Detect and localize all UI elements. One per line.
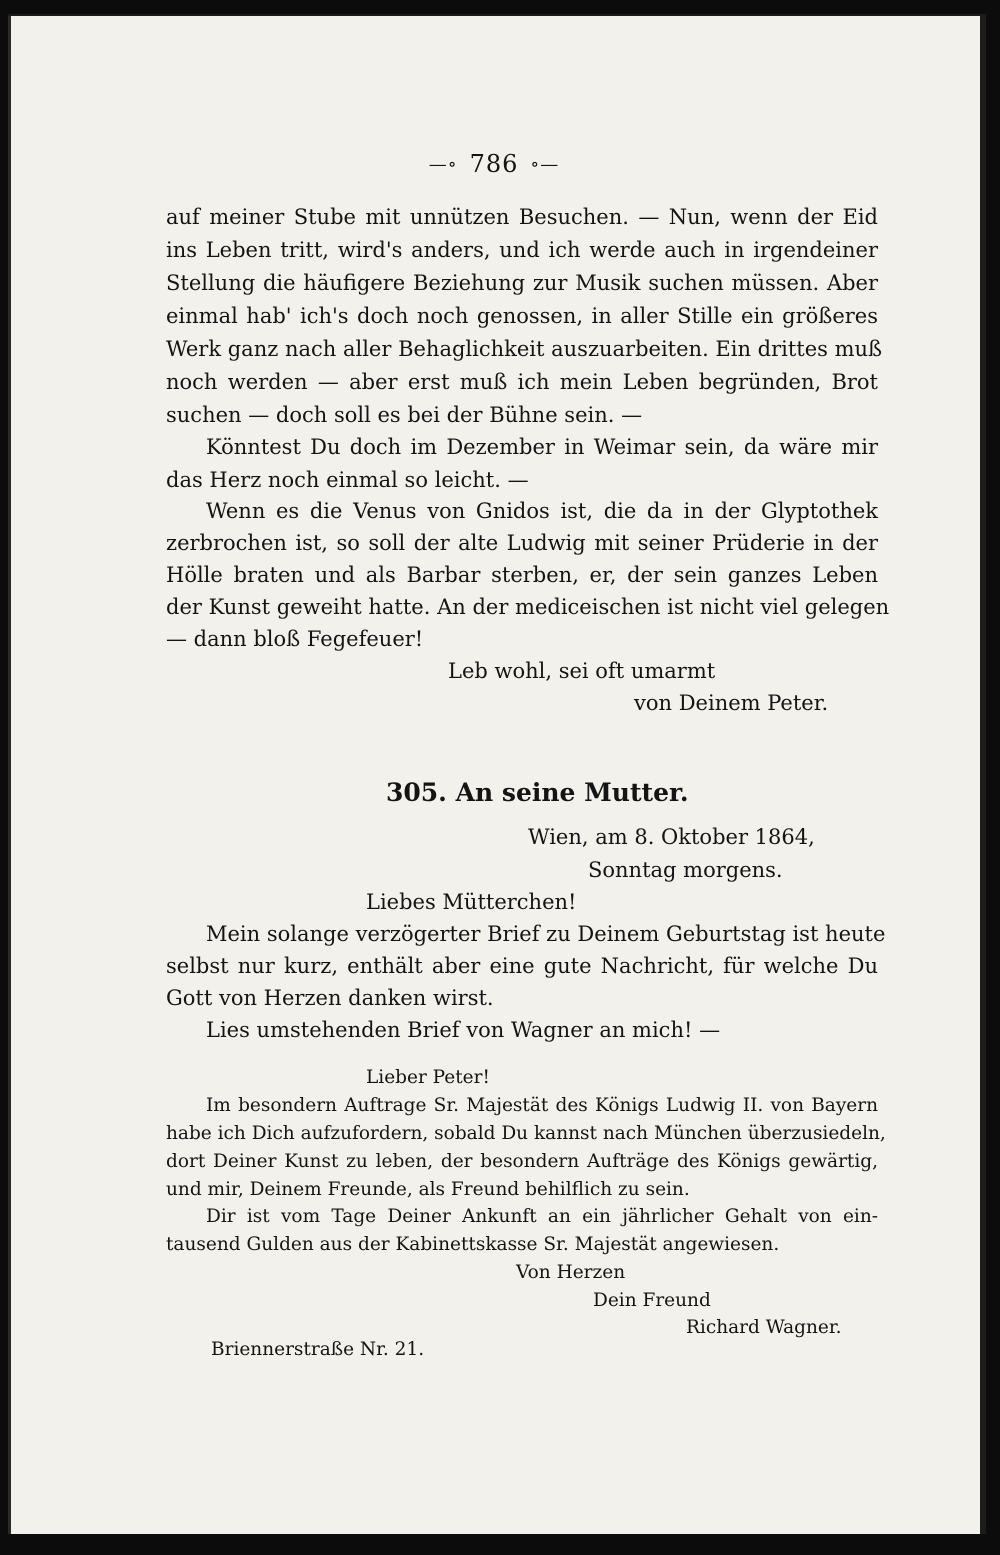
paragraph-line: Hölle braten und als Barbar sterben, er, der sein ganzes Leben	[166, 563, 878, 587]
letter-line: habe ich Dich aufzufordern, sobald Du kannst nach München überzusiedeln,	[166, 1123, 886, 1144]
address: Briennerstraße Nr. 21.	[211, 1339, 425, 1360]
letter-line: Im besondern Auftrage Sr. Majestät des Königs Ludwig II. von Bayern	[206, 1095, 878, 1116]
paragraph-line: Wenn es die Venus von Gnidos ist, die da in der Glyptothek	[206, 499, 878, 523]
wagner-signature: Richard Wagner.	[686, 1317, 842, 1338]
paragraph-line: Werk ganz nach aller Behaglichkeit auszuarbeiten. Ein drittes muß	[166, 337, 883, 361]
paragraph-line: das Herz noch einmal so leicht. —	[166, 468, 529, 492]
letter-line: tausend Gulden aus der Kabinettskasse Sr. Majestät angewiesen.	[166, 1234, 780, 1255]
ornament-right: ∘—	[530, 154, 560, 175]
page-number	[8, 150, 980, 178]
letter-heading: 305. An seine Mutter.	[386, 778, 689, 807]
letter-line: Dir ist vom Tage Deiner Ankunft an ein jährlicher Gehalt von ein-	[206, 1206, 878, 1227]
paragraph-line: selbst nur kurz, enthält aber eine gute Nachricht, für welche Du	[166, 954, 878, 978]
scan-edge	[8, 14, 986, 16]
paragraph-line: noch werden — aber erst muß ich mein Leben begründen, Brot	[166, 370, 878, 394]
paragraph-line: auf meiner Stube mit unnützen Besuchen. — Nun, wenn der Eid	[166, 205, 878, 229]
paragraph-line: Könntest Du doch im Dezember in Weimar sein, da wäre mir	[206, 435, 878, 459]
wagner-closing-2: Dein Freund	[593, 1290, 711, 1311]
paragraph-line: zerbrochen ist, so soll der alte Ludwig mit seiner Prüderie in der	[166, 531, 878, 555]
paragraph-line: Lies umstehenden Brief von Wagner an mich! —	[206, 1018, 721, 1042]
paragraph-line: Gott von Herzen danken wirst.	[166, 986, 494, 1010]
paragraph-line: Mein solange verzögerter Brief zu Deinem Geburtstag ist heute	[206, 922, 886, 946]
wagner-closing-1: Von Herzen	[516, 1262, 626, 1283]
letter-place-date: Wien, am 8. Oktober 1864,	[528, 825, 815, 849]
paragraph-line: — dann bloß Fegefeuer!	[166, 627, 424, 651]
paragraph-line: Stellung die häufigere Beziehung zur Musik suchen müssen. Aber	[166, 271, 878, 295]
paragraph-line: einmal hab' ich's doch noch genossen, in aller Stille ein größeres	[166, 304, 878, 328]
letter-line: dort Deiner Kunst zu leben, der besondern Aufträge des Königs gewärtig,	[166, 1151, 878, 1172]
paragraph-line: der Kunst geweiht hatte. An der mediceischen ist nicht viel gelegen	[166, 595, 890, 619]
letter-line: und mir, Deinem Freunde, als Freund behilflich zu sein.	[166, 1179, 690, 1200]
paragraph-line: ins Leben tritt, wird's anders, und ich werde auch in irgendeiner	[166, 238, 878, 262]
letter-day: Sonntag morgens.	[588, 858, 783, 882]
wagner-salutation: Lieber Peter!	[366, 1067, 490, 1088]
paragraph-line: suchen — doch soll es bei der Bühne sein. —	[166, 403, 643, 427]
signature: von Deinem Peter.	[634, 691, 829, 715]
salutation: Liebes Mütterchen!	[366, 890, 577, 914]
closing-line: Leb wohl, sei oft umarmt	[448, 659, 716, 683]
scan-edge	[8, 14, 11, 1534]
ornament-left: —∘	[428, 154, 458, 175]
book-page	[8, 14, 986, 1534]
page-number-value: 786	[469, 150, 519, 178]
